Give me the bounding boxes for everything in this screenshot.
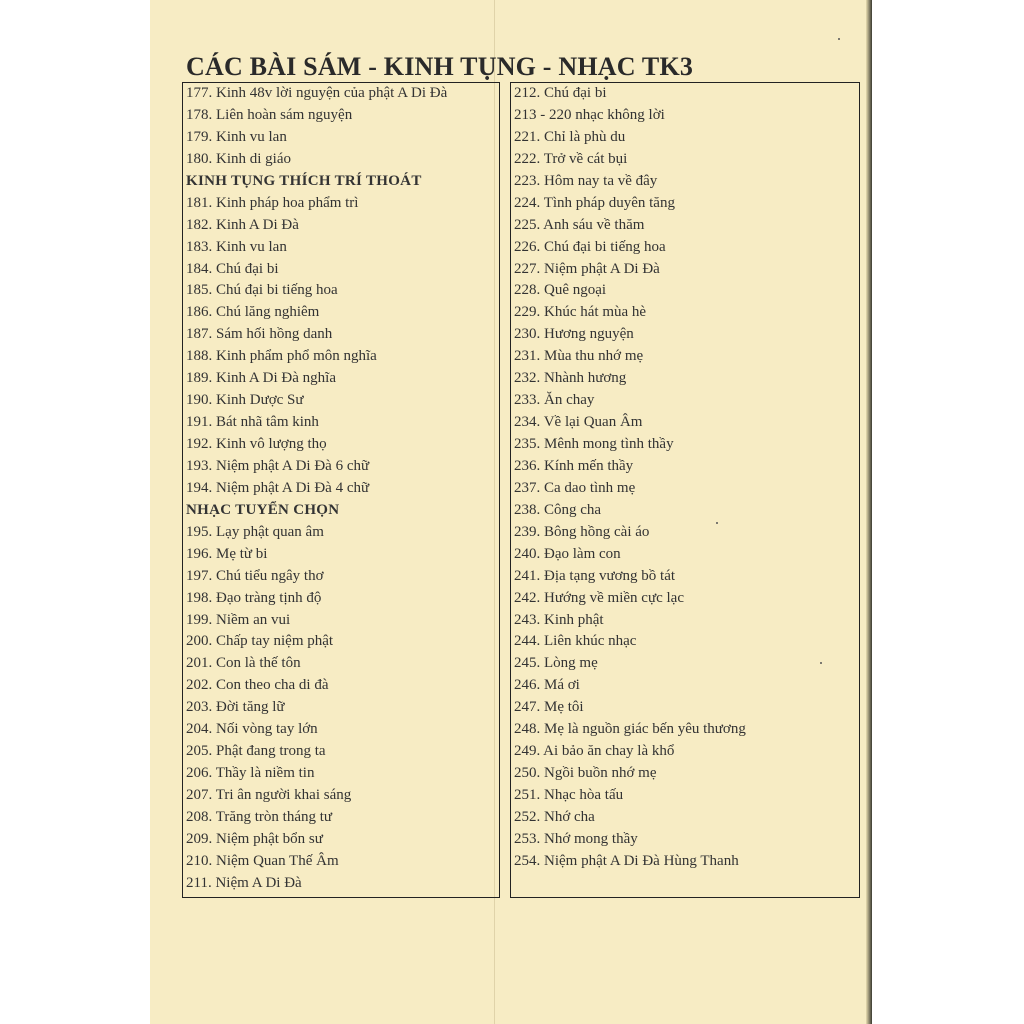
list-item: 183. Kinh vu lan [186,238,287,255]
list-item: 236. Kính mến thầy [514,457,634,474]
list-item: 249. Ai bảo ăn chay là khổ [514,743,675,760]
list-item: 229. Khúc hát mùa hè [514,304,647,321]
list-item: 230. Hương nguyện [514,326,634,343]
list-item: 228. Quê ngoại [514,282,607,299]
list-item: 208. Trăng tròn tháng tư [186,808,333,825]
list-item: 182. Kinh A Di Đà [186,216,299,233]
list-item: 227. Niệm phật A Di Đà [514,260,660,277]
list-item: 225. Anh sáu về thăm [514,216,645,233]
list-item: 193. Niệm phật A Di Đà 6 chữ [186,457,370,474]
list-item: 210. Niệm Quan Thế Âm [186,852,339,869]
paper-speck [838,38,840,40]
list-item: 234. Về lại Quan Âm [514,414,643,431]
list-item: 240. Đạo làm con [514,545,621,562]
section-heading: NHẠC TUYỂN CHỌN [186,501,340,518]
list-item: 179. Kinh vu lan [186,128,287,145]
list-item: 221. Chỉ là phù du [514,128,626,145]
list-item: 178. Liên hoàn sám nguyện [186,106,353,123]
list-item: 209. Niệm phật bổn sư [186,830,323,847]
list-item: 212. Chú đại bi [514,85,607,101]
list-item: 192. Kinh vô lượng thọ [186,436,327,452]
left-track-list [183,83,499,895]
list-item: 224. Tình pháp duyên tăng [514,194,675,211]
list-item: 189. Kinh A Di Đà nghĩa [186,370,336,387]
paper-speck [820,662,822,664]
list-item: 245. Lòng mẹ [514,655,598,672]
list-item: 196. Mẹ từ bi [186,545,268,562]
list-item: 191. Bát nhã tâm kinh [186,414,319,431]
page-title: CÁC BÀI SÁM - KINH TỤNG - NHẠC TK3 [186,52,694,81]
list-item: 251. Nhạc hòa tấu [514,787,624,803]
paper-speck [716,522,718,524]
list-item: 190. Kinh Dược Sư [186,392,304,409]
list-item: 244. Liên khúc nhạc [514,633,637,650]
list-item: 233. Ăn chay [514,392,595,409]
list-item: 239. Bông hồng cài áo [514,523,650,540]
list-item: 198. Đạo tràng tịnh độ [186,589,322,606]
list-item: 226. Chú đại bi tiếng hoa [514,238,666,255]
section-heading: KINH TỤNG THÍCH TRÍ THOÁT [186,172,422,189]
list-item: 242. Hướng về miền cực lạc [514,589,684,606]
list-item: 185. Chú đại bi tiếng hoa [186,282,338,299]
list-item: 248. Mẹ là nguồn giác bến yêu thương [514,721,746,738]
right-track-list [511,83,859,873]
list-item: 232. Nhành hương [514,370,627,387]
list-item: 247. Mẹ tôi [514,699,584,716]
list-item: 246. Má ơi [514,677,580,694]
list-item: 252. Nhớ cha [514,808,595,825]
list-item: 213 - 220 nhạc không lời [514,106,665,123]
list-item: 253. Nhớ mong thầy [514,830,638,847]
list-item: 241. Địa tạng vương bồ tát [514,567,676,584]
list-item: 203. Đời tăng lữ [186,699,285,716]
list-item: 235. Mênh mong tình thầy [514,436,674,452]
list-item: 222. Trở về cát bụi [514,150,628,167]
list-item: 200. Chấp tay niệm phật [186,633,334,650]
list-item: 237. Ca dao tình mẹ [514,479,636,496]
right-list-box [510,82,860,898]
list-item: 181. Kinh pháp hoa phẩm trì [186,194,359,211]
paper-edge-shadow [866,0,872,1024]
list-item: 202. Con theo cha di đà [186,677,329,694]
list-item: 207. Tri ân người khai sáng [186,787,352,803]
list-item: 204. Nối vòng tay lớn [186,721,318,738]
list-item: 223. Hôm nay ta về đây [514,172,658,189]
left-list-box [182,82,500,898]
list-item: 201. Con là thế tôn [186,655,301,672]
list-item: 197. Chú tiểu ngây thơ [186,567,324,584]
list-item: 211. Niệm A Di Đà [186,874,302,891]
list-item: 186. Chú lăng nghiêm [186,304,320,321]
list-item: 199. Niềm an vui [186,611,291,628]
list-item: 177. Kinh 48v lời nguyện của phật A Di Đà [186,85,448,101]
list-item: 243. Kinh phật [514,611,604,628]
list-item: 205. Phật đang trong ta [186,743,326,760]
list-item: 194. Niệm phật A Di Đà 4 chữ [186,479,370,496]
list-item: 188. Kinh phẩm phổ môn nghĩa [186,348,377,365]
list-item: 187. Sám hối hồng danh [186,326,333,343]
list-item: 206. Thầy là niềm tin [186,765,315,782]
list-item: 195. Lạy phật quan âm [186,523,324,540]
list-item: 180. Kinh di giáo [186,150,291,167]
list-item: 238. Công cha [514,501,602,518]
list-item: 184. Chú đại bi [186,260,279,277]
list-item: 250. Ngồi buồn nhớ mẹ [514,765,657,782]
list-item: 254. Niệm phật A Di Đà Hùng Thanh [514,852,739,869]
list-item: 231. Mùa thu nhớ mẹ [514,348,644,365]
